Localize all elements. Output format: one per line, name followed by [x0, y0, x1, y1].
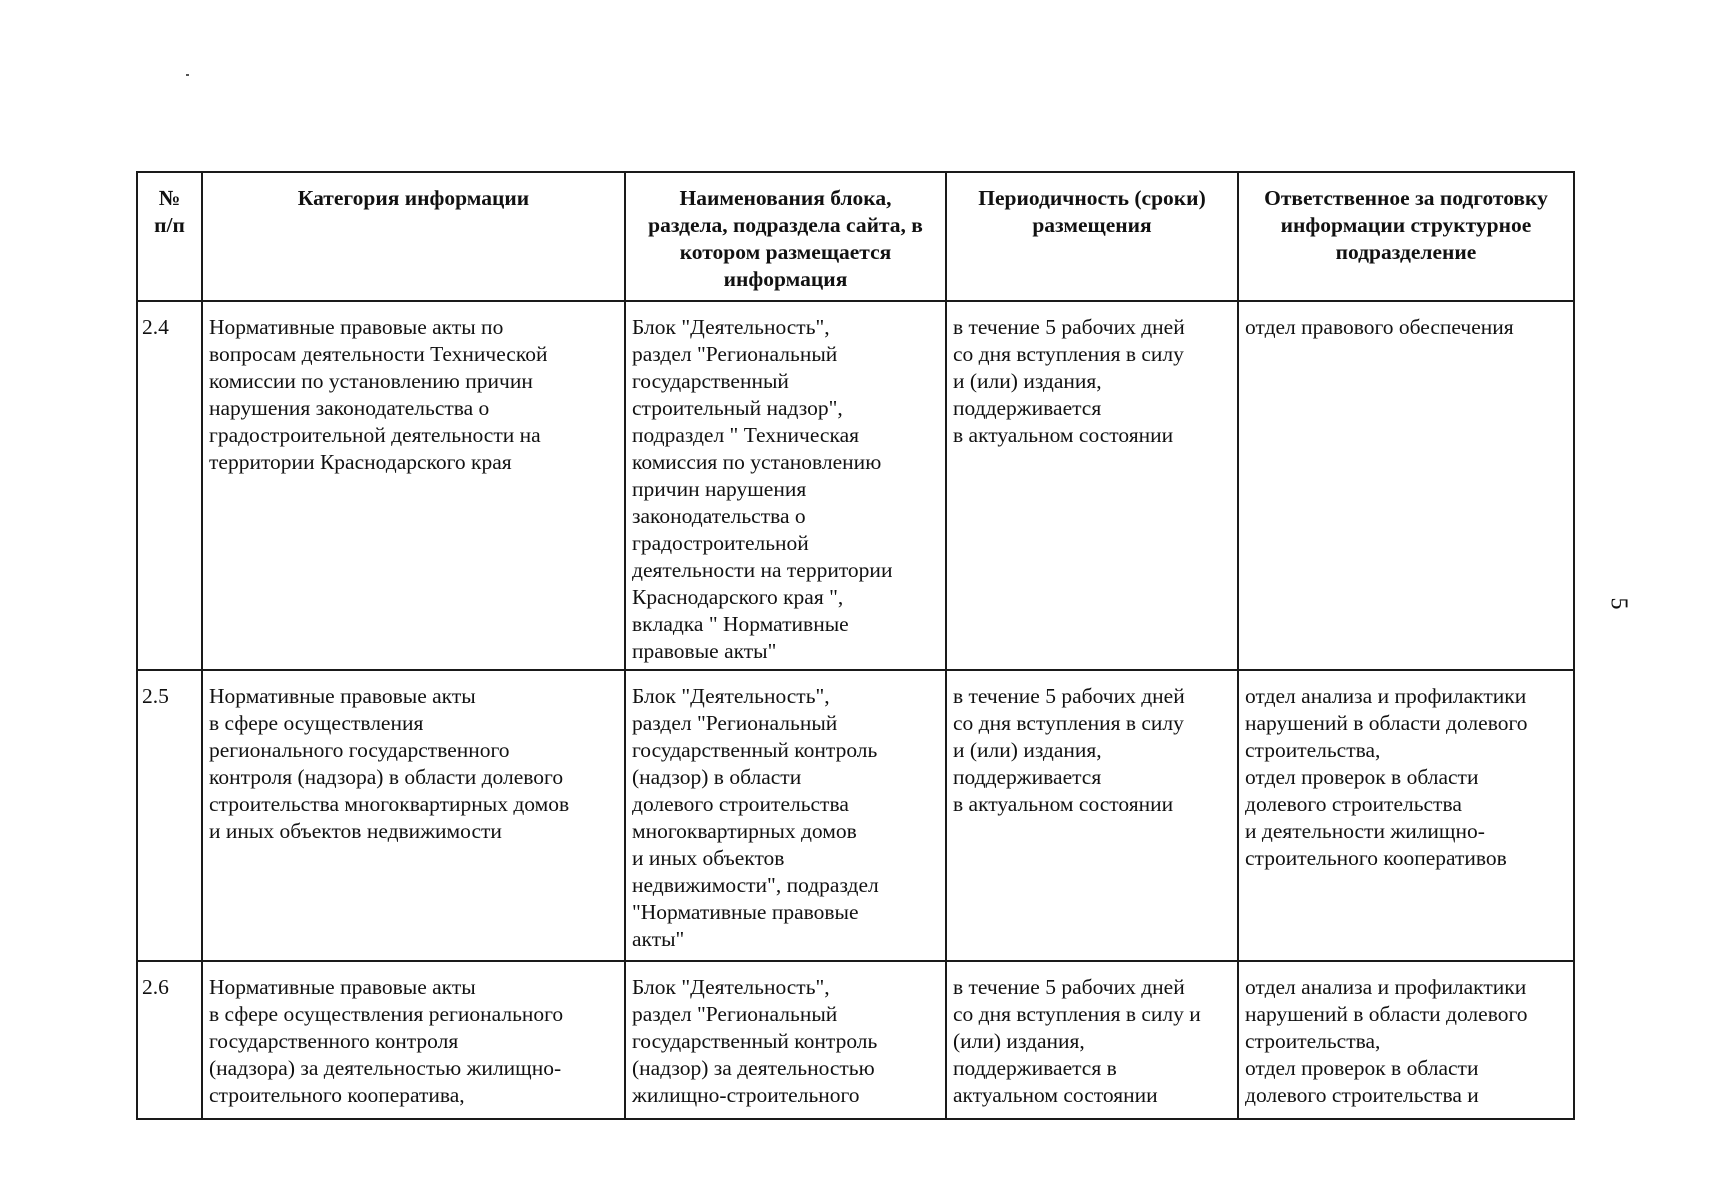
row-number: 2.6	[137, 961, 202, 1119]
table-row	[137, 961, 1574, 1119]
header-block: Наименования блока, раздела, подраздела сайта, в котором размещается информация	[625, 172, 946, 301]
row-block: Блок "Деятельность", раздел "Региональный государственный контроль (надзор) в области долевого строительства многоквартирных домов и иных объектов недвижимости", подраздел "Нормативные правовые акты"	[625, 670, 946, 961]
row-category: Нормативные правовые акты в сфере осуществления регионального государственного контроля (надзора) в области долевого строительства многоквартирных домов и иных объектов недвижимости	[202, 670, 625, 961]
header-responsible: Ответственное за подготовку информации структурное подразделение	[1238, 172, 1574, 301]
table-header-row	[137, 172, 1574, 301]
row-number: 2.5	[137, 670, 202, 961]
row-category: Нормативные правовые акты в сфере осуществления регионального государственного контроля (надзора) за деятельностью жилищно- строительного кооператива,	[202, 961, 625, 1119]
row-period: в течение 5 рабочих дней со дня вступления в силу и (или) издания, поддерживается в актуальном состоянии	[946, 301, 1238, 670]
header-category: Категория информации	[202, 172, 625, 301]
header-period: Периодичность (сроки) размещения	[946, 172, 1238, 301]
row-responsible: отдел анализа и профилактики нарушений в области долевого строительства, отдел проверок в области долевого строительства и	[1238, 961, 1574, 1119]
row-block: Блок "Деятельность", раздел "Региональный государственный контроль (надзор) за деятельностью жилищно-строительного	[625, 961, 946, 1119]
row-period: в течение 5 рабочих дней со дня вступления в силу и (или) издания, поддерживается в актуальном состоянии	[946, 670, 1238, 961]
info-table	[136, 171, 1575, 1120]
page-number: 5	[1605, 597, 1632, 610]
table-row	[137, 301, 1574, 670]
header-number: № п/п	[137, 172, 202, 301]
row-period: в течение 5 рабочих дней со дня вступления в силу и (или) издания, поддерживается в актуальном состоянии	[946, 961, 1238, 1119]
row-responsible: отдел правового обеспечения	[1238, 301, 1574, 670]
row-category: Нормативные правовые акты по вопросам деятельности Технической комиссии по установлению причин нарушения законодательства о градостроительной деятельности на территории Краснодарского края	[202, 301, 625, 670]
row-responsible: отдел анализа и профилактики нарушений в области долевого строительства, отдел проверок в области долевого строительства и деятельности жилищно- строительного кооперативов	[1238, 670, 1574, 961]
row-block: Блок "Деятельность", раздел "Региональный государственный строительный надзор", подраздел " Техническая комиссия по установлению причин нарушения законодательства о градостроительной деятельности на территории Краснодарского края ", вкладка " Нормативные правовые акты"	[625, 301, 946, 670]
row-number: 2.4	[137, 301, 202, 670]
scan-speck	[186, 74, 189, 76]
table-row	[137, 670, 1574, 961]
